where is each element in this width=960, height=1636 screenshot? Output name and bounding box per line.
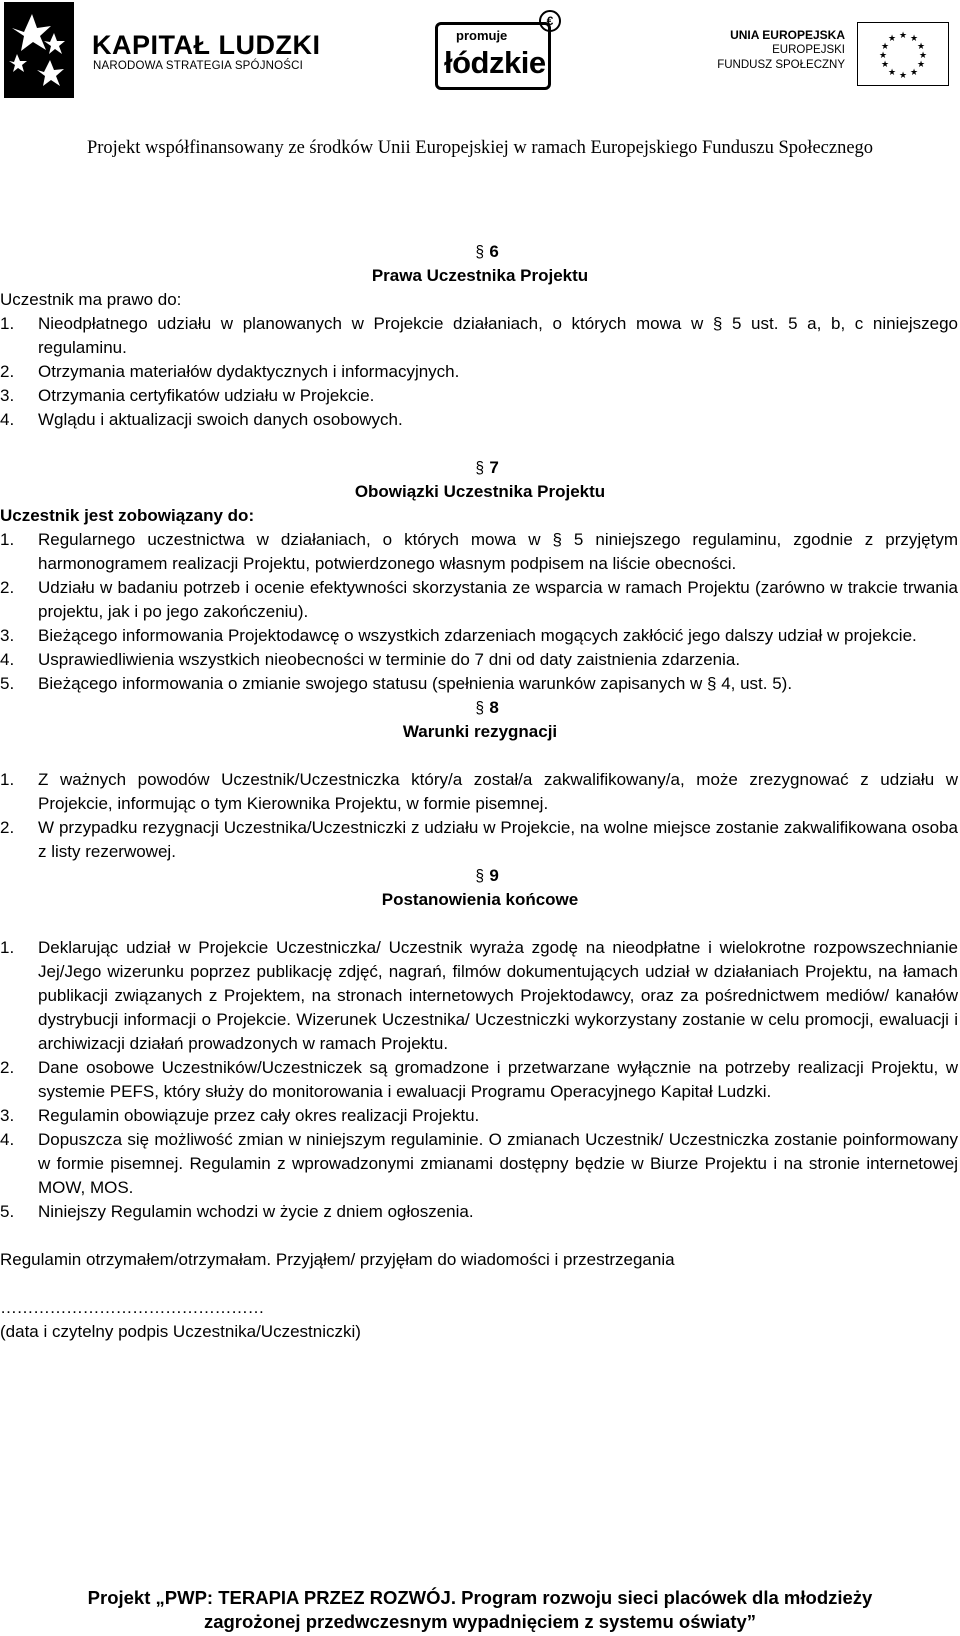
list-item-text: Dane osobowe Uczestników/Uczestniczek są gromadzone i przetwarzane wyłącznie na potrzeby realizacji Projektu, w systemie PEFS, który służy do monitorowania i ewaluacji Programu Operacyjnego Kapitał Ludzki. (38, 1058, 958, 1101)
list-item (0, 1200, 960, 1224)
section-8 (0, 696, 960, 864)
list-item-text: Deklarując udział w Projekcie Uczestniczka/ Uczestnik wyraża zgodę na nieodpłatne i wielokrotne rozpowszechnianie Jej/Jego wizerunku poprzez publikację zdjęć, nagrań, filmów dokumentujących udział w działaniach Projektu, na łamach publikacji związanych z Projektem, na stronach internetowych Projektodawcy, oraz za pośrednictwem mediów/ kanałów dystrybucji informacji o Projekcie. Wizerunek Uczestnika/ Uczestniczki wykorzystany zostanie w celu promocji, ewaluacji i archiwizacji działań prowadzonych w ramach Projektu. (38, 938, 958, 1053)
list-item-text: Bieżącego informowania o zmianie swojego statusu (spełnienia warunków zapisanych w § 4, ust. 5). (38, 674, 793, 693)
svg-text:★: ★ (887, 68, 897, 78)
footer-line1: Projekt „PWP: TERAPIA PRZEZ ROZWÓJ. Program rozwoju sieci placówek dla młodzieży (87, 1587, 873, 1608)
list-item-number: 4. (0, 650, 15, 669)
list-item-text: Nieodpłatnego udziału w planowanych w Projekcie działaniach, o których mowa w § 5 ust. 5 a, b, c niniejszego regulaminu. (38, 314, 958, 357)
section-number-value: 6 (489, 242, 499, 261)
svg-text:★: ★ (887, 34, 897, 44)
paragraph-symbol: § (475, 698, 485, 717)
list-item-text: Udziału w badaniu potrzeb i ocenie efektywności skorzystania ze wsparcia w ramach Projektu (zarówno w trakcie trwania projektu, jak i po jego zakończeniu). (38, 578, 958, 621)
list-item-number: 1. (0, 530, 15, 549)
paragraph-symbol: § (475, 458, 485, 477)
lodzkie-logo-top-text: promuje (456, 28, 508, 43)
list-item-number: 2. (0, 362, 15, 381)
section-title: Warunki rezygnacji (402, 722, 558, 741)
list-item (0, 360, 960, 384)
list-item-number: 3. (0, 1106, 15, 1125)
list-item-number: 4. (0, 410, 15, 429)
section-number (14, 240, 960, 264)
list-item-text: Otrzymania materiałów dydaktycznych i informacyjnych. (38, 362, 460, 381)
list-item (0, 384, 960, 408)
footer (0, 1586, 960, 1634)
kapital-ludzki-subtitle: NARODOWA STRATEGIA SPÓJNOŚCI (93, 60, 304, 72)
section-number (14, 456, 960, 480)
svg-text:★: ★ (898, 71, 908, 81)
svg-text:★: ★ (880, 60, 890, 70)
list-item-number: 3. (0, 386, 15, 405)
lodzkie-logo-main-text: łódzkie (444, 45, 546, 80)
section-list (0, 528, 960, 696)
section-list (0, 936, 960, 1224)
list-item-text: Regularnego uczestnictwa w działaniach, o których mowa w § 5 niniejszego regulaminu, zgodnie z przyjętym harmonogramem realizacji Projektu, potwierdzonego własnym podpisem na liście obecności. (38, 530, 958, 573)
list-item-number: 4. (0, 1130, 15, 1149)
list-item (0, 768, 960, 816)
signature-line: ………………………………………… (0, 1298, 264, 1317)
vertical-spacer (0, 1272, 960, 1296)
section-title: Prawa Uczestnika Projektu (371, 266, 589, 285)
section-number-value: 7 (489, 458, 499, 477)
list-item (0, 1104, 960, 1128)
section-list (0, 768, 960, 864)
kapital-ludzki-logo (4, 2, 321, 98)
section-number-value: 9 (489, 866, 499, 885)
section-9 (0, 864, 960, 1224)
section-intro: Uczestnik jest zobowiązany do: (0, 506, 255, 525)
promuje-lodzkie-logo (435, 10, 560, 82)
list-item-text: Z ważnych powodów Uczestnik/Uczestniczka który/a został/a zakwalifikowany/a, może zrezygnować z udziału w Projekcie, informując o tym Kierownika Projektu, w formie pisemnej. (38, 770, 958, 813)
list-item-number: 1. (0, 770, 15, 789)
list-item-number: 5. (0, 1202, 15, 1221)
list-item-text: Niniejszy Regulamin wchodzi w życie z dniem ogłoszenia. (38, 1202, 474, 1221)
list-item (0, 408, 960, 432)
list-item-number: 2. (0, 578, 15, 597)
svg-text:★: ★ (909, 68, 919, 78)
kapital-ludzki-emblem-icon (4, 2, 74, 98)
eu-logo-text (715, 28, 845, 73)
list-item (0, 816, 960, 864)
paragraph-symbol: § (475, 242, 485, 261)
section-number (14, 864, 960, 888)
euro-sign-icon: € (539, 10, 561, 32)
lodzkie-logo-frame (435, 22, 551, 90)
svg-text:★: ★ (916, 42, 926, 52)
list-item (0, 672, 960, 696)
list-item (0, 624, 960, 648)
svg-text:★: ★ (880, 42, 890, 52)
eu-flag-icon (857, 22, 949, 86)
list-item (0, 1128, 960, 1200)
list-item-number: 1. (0, 938, 15, 957)
list-item-text: Regulamin obowiązuje przez cały okres realizacji Projektu. (38, 1106, 480, 1125)
list-item (0, 936, 960, 1056)
list-item (0, 528, 960, 576)
section-7 (0, 456, 960, 696)
list-item-text: Otrzymania certyfikatów udziału w Projekcie. (38, 386, 375, 405)
section-6 (0, 240, 960, 432)
eu-logo-line1: UNIA EUROPEJSKA (730, 28, 845, 42)
section-title: Postanowienia końcowe (381, 890, 579, 909)
paragraph-symbol: § (475, 866, 485, 885)
list-item-number: 3. (0, 626, 15, 645)
list-item-number: 2. (0, 1058, 15, 1077)
document-body (0, 240, 960, 1344)
list-item-number: 1. (0, 314, 15, 333)
list-item-text: W przypadku rezygnacji Uczestnika/Uczestniczki z udziału w Projekcie, na wolne miejsce zostanie zakwalifikowana osoba z listy rezerwowej. (38, 818, 958, 861)
vertical-spacer (0, 744, 960, 768)
list-item-text: Bieżącego informowania Projektodawcę o wszystkich zdarzeniach mogących zakłócić jego dalszy udział w projekcie. (38, 626, 917, 645)
svg-text:★: ★ (898, 31, 908, 41)
list-item-text: Wglądu i aktualizacji swoich danych osobowych. (38, 410, 403, 429)
list-item (0, 648, 960, 672)
eu-logo-line3: FUNDUSZ SPOŁECZNY (717, 59, 845, 71)
kapital-ludzki-title: KAPITAŁ LUDZKI (92, 30, 321, 60)
section-title: Obowiązki Uczestnika Projektu (354, 482, 606, 501)
signature-caption: (data i czytelny podpis Uczestnika/Uczestniczki) (0, 1322, 361, 1341)
section-list (0, 312, 960, 432)
svg-text:★: ★ (918, 51, 928, 61)
list-item-number: 2. (0, 818, 15, 837)
list-item (0, 576, 960, 624)
eu-logo (715, 20, 955, 90)
eu-logo-line2: EUROPEJSKI (772, 44, 845, 56)
acknowledgement-text: Regulamin otrzymałem/otrzymałam. Przyjąłem/ przyjęłam do wiadomości i przestrzegania (0, 1250, 675, 1269)
svg-text:★: ★ (878, 51, 888, 61)
list-item (0, 312, 960, 360)
list-item (0, 1056, 960, 1104)
vertical-spacer (0, 432, 960, 456)
svg-text:★: ★ (909, 34, 919, 44)
list-item-number: 5. (0, 674, 15, 693)
svg-text:★: ★ (916, 60, 926, 70)
vertical-spacer (0, 912, 960, 936)
footer-line2: zagrożonej przedwczesnym wypadnięciem z systemu oświaty” (203, 1611, 757, 1632)
cofinancing-statement: Projekt współfinansowany ze środków Unii Europejskiej w ramach Europejskiego Funduszu Społecznego (86, 138, 874, 158)
vertical-spacer (0, 1224, 960, 1248)
list-item-text: Usprawiedliwienia wszystkich nieobecności w terminie do 7 dni od daty zaistnienia zdarzenia. (38, 650, 741, 669)
section-number (14, 696, 960, 720)
list-item-text: Dopuszcza się możliwość zmian w niniejszym regulaminie. O zmianach Uczestnik/ Uczestniczka zostanie poinformowany w formie pisemnej. Regulamin z wprowadzonymi zmianami dostępny będzie w Biurze Projektu i na stronie internetowej MOW, MOS. (38, 1130, 958, 1197)
header-logos (0, 0, 960, 110)
section-number-value: 8 (489, 698, 499, 717)
section-intro: Uczestnik ma prawo do: (0, 290, 182, 309)
